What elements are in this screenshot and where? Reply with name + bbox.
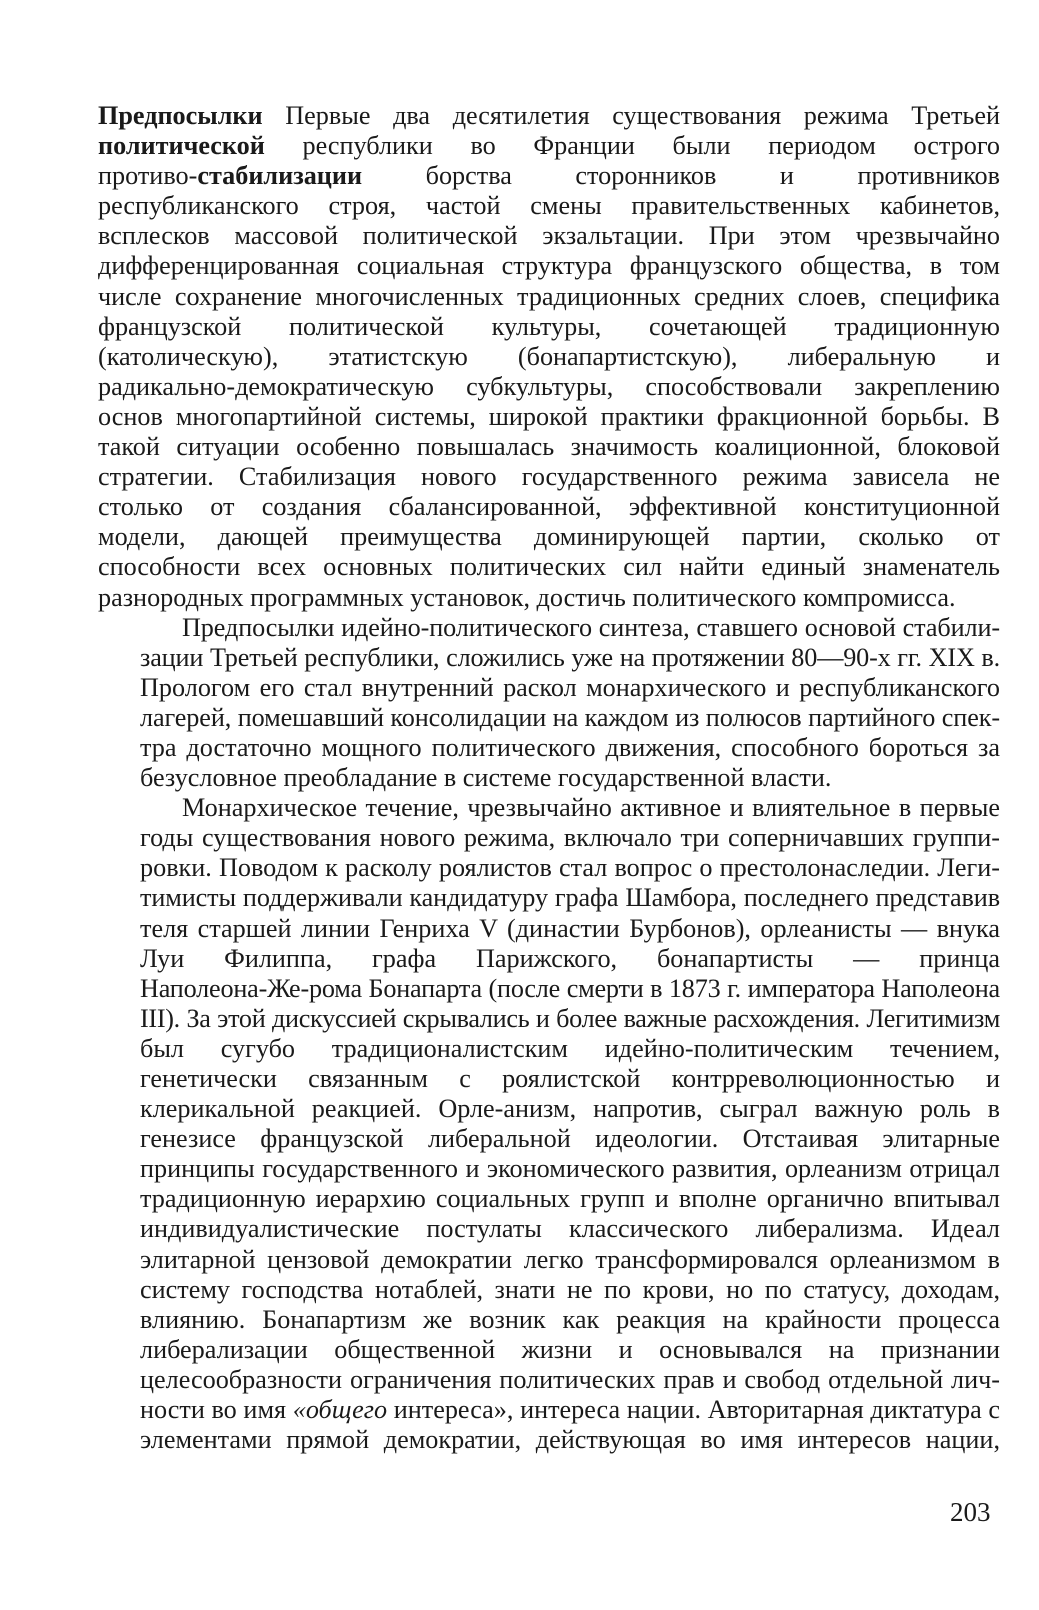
text-line: французской политической культуры, сочетающей традиционную [98, 311, 1000, 341]
text-line: Прологом его стал внутренний раскол монархического и республиканского [140, 672, 1000, 702]
text-line: был сугубо традиционалистским идейно-политическим течением, [140, 1033, 1000, 1063]
page-body [98, 101, 1000, 1455]
text-line: индивидуалистические постулаты классического либерализма. Идеал [140, 1214, 1000, 1244]
text-line: клерикальной реакцией. Орле-анизм, напротив, сыграл важную роль в [140, 1094, 1000, 1124]
text-line: столько от создания сбалансированной, эффективной конституционной [98, 492, 1000, 522]
page-number: 203 [950, 1497, 991, 1527]
text-line: политической республики во Франции были периодом острого [98, 131, 1000, 161]
text-line: принципы государственного и экономического развития, орлеанизм отрицал [140, 1154, 1000, 1184]
text-line: теля старшей линии Генриха V (династии Бурбонов), орлеанисты — внука [140, 913, 1000, 943]
text-line: элитарной цензовой демократии легко трансформировался орлеанизмом в [140, 1244, 1000, 1274]
text-line: целесообразности ограничения политических прав и свобод отдельной лич- [140, 1364, 1000, 1394]
text-line: ности во имя «общего интереса», интереса нации. Авторитарная диктатура с [140, 1395, 1000, 1425]
text-line: тра достаточно мощного политического движения, способного бороться за [140, 732, 1000, 762]
side-heading: политической [98, 131, 265, 161]
text-line: такой ситуации особенно повышалась значимость коалиционной, блоковой [98, 432, 1000, 462]
text-line: Предпосылки идейно-политического синтеза, ставшего основой стабили- [182, 612, 1000, 642]
text-line: ровки. Поводом к расколу роялистов стал вопрос о престолонаследии. Леги- [140, 853, 1000, 883]
text-line: генетически связанным с роялистской контрреволюционностью и [140, 1064, 1000, 1093]
side-heading: Предпосылки [98, 101, 263, 130]
text-line: основ многопартийной системы, широкой практики фракционной борьбы. В [98, 401, 1000, 431]
text-line: числе сохранение многочисленных традиционных средних слоев, специфика [98, 281, 1000, 311]
text-line: генезисе французской либеральной идеологии. Отстаивая элитарные [140, 1124, 1000, 1154]
text-line: Монархическое течение, чрезвычайно активное и влиятельное в первые [182, 793, 1000, 823]
paragraph-2 [98, 613, 1000, 794]
text-line: дифференцированная социальная структура французского общества, в том [98, 251, 1000, 281]
text-line: способности всех основных политических сил найти единый знаменатель [98, 552, 1000, 582]
text-line: систему господства нотаблей, знати не по крови, но по статусу, доходам, [140, 1274, 1000, 1304]
text-line: республиканского строя, частой смены правительственных кабинетов, [98, 191, 1000, 221]
text-line: Луи Филиппа, графа Парижского, бонапартисты — принца [140, 943, 1000, 973]
text-line: зации Третьей республики, сложились уже на протяжении 80—90-х гг. XIX в. [140, 642, 1000, 672]
text-line: традиционную иерархию социальных групп и вполне органично впитывал [140, 1184, 1000, 1214]
text-line: Наполеона-Же-рома Бонапарта (после смерти в 1873 г. императора Наполеона [140, 973, 1000, 1003]
text-line: годы существования нового режима, включало три соперничавших группи- [140, 823, 1000, 853]
text-line: (католическую), этатистскую (бонапартистскую), либеральную и [98, 341, 1000, 371]
text-line: лагерей, помешавший консолидации на каждом из полюсов партийного спек- [140, 702, 1000, 732]
text-line: противо-стабилизации борства сторонников и противников [98, 161, 1000, 191]
text-line: радикально-демократическую субкультуры, способствовали закреплению [98, 371, 1000, 401]
text-line: разнородных программных установок, достичь политического компромисса. [98, 582, 956, 612]
paragraph-3 [98, 793, 1000, 1455]
text-line: стратегии. Стабилизация нового государственного режима зависела не [98, 462, 1000, 492]
paragraph-1 [98, 101, 1000, 613]
text-line: всплесков массовой политической экзальтации. При этом чрезвычайно [98, 221, 1000, 251]
text-line: тимисты поддерживали кандидатуру графа Шамбора, последнего представив [140, 883, 1000, 913]
text-line: влиянию. Бонапартизм же возник как реакция на крайности процесса [140, 1304, 1000, 1334]
text-line: безусловное преобладание в системе государственной власти. [140, 763, 832, 793]
text-line: элементами прямой демократии, действующая во имя интересов нации, [140, 1425, 1000, 1455]
text-line: либерализации общественной жизни и основывался на признании [140, 1334, 1000, 1364]
side-heading: стабилизации [197, 161, 363, 191]
italic-phrase: «общего [292, 1395, 388, 1425]
text-line: модели, дающей преимущества доминирующей партии, сколько от [98, 522, 1000, 552]
text-line: Предпосылки Первые два десятилетия существования режима Третьей [98, 101, 1000, 130]
text-line: III). За этой дискуссией скрывались и более важные расхождения. Легитимизм [140, 1003, 1000, 1033]
